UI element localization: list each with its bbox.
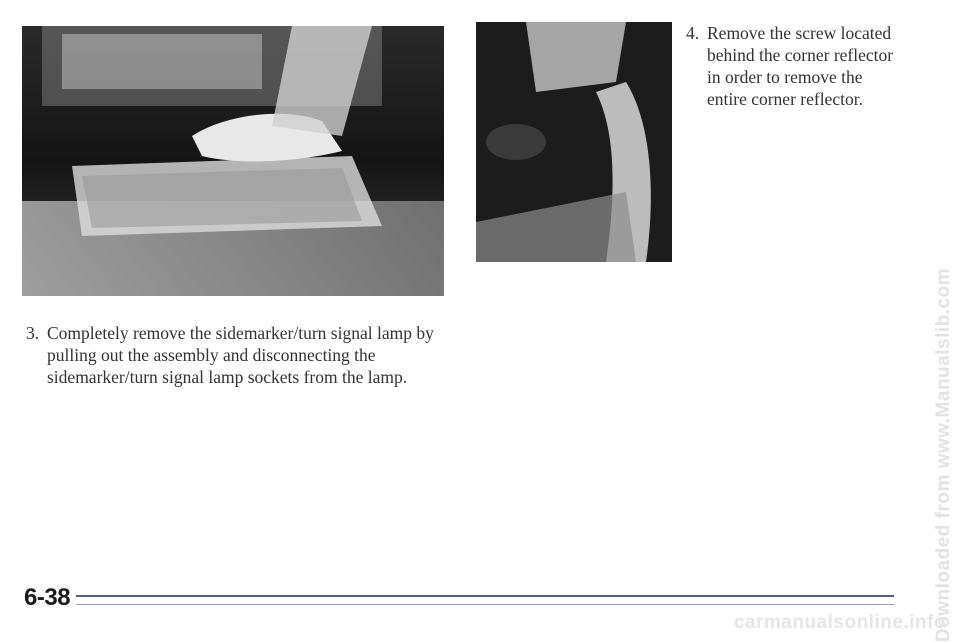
step-4-number: 4. [686,23,700,43]
step-3-text: Completely remove the sidemarker/turn signal lamp by pulling out the assembly and disconnecting the sidemarker/turn signal lamp sockets from the lamp. [47,323,434,387]
footer-rule-thin [76,604,894,605]
photo-sidemarker-removal [22,26,444,296]
page-number: 6-38 [24,584,71,611]
step-3 [26,322,446,388]
step-4-text: Remove the screw located behind the corner reflector in order to remove the entire corner reflector. [707,23,894,109]
photo-corner-reflector-graphic [476,22,672,262]
watermark-side-text: Downloaded from www.Manualslib.com [933,267,954,642]
photo-corner-reflector [476,22,672,262]
watermark-bottom: carmanualsonline.info [733,612,946,633]
watermark-side [930,267,958,642]
photo-sidemarker-graphic [22,26,444,296]
footer-rule [76,595,894,597]
step-4 [686,22,896,110]
step-3-number: 3. [26,323,40,343]
